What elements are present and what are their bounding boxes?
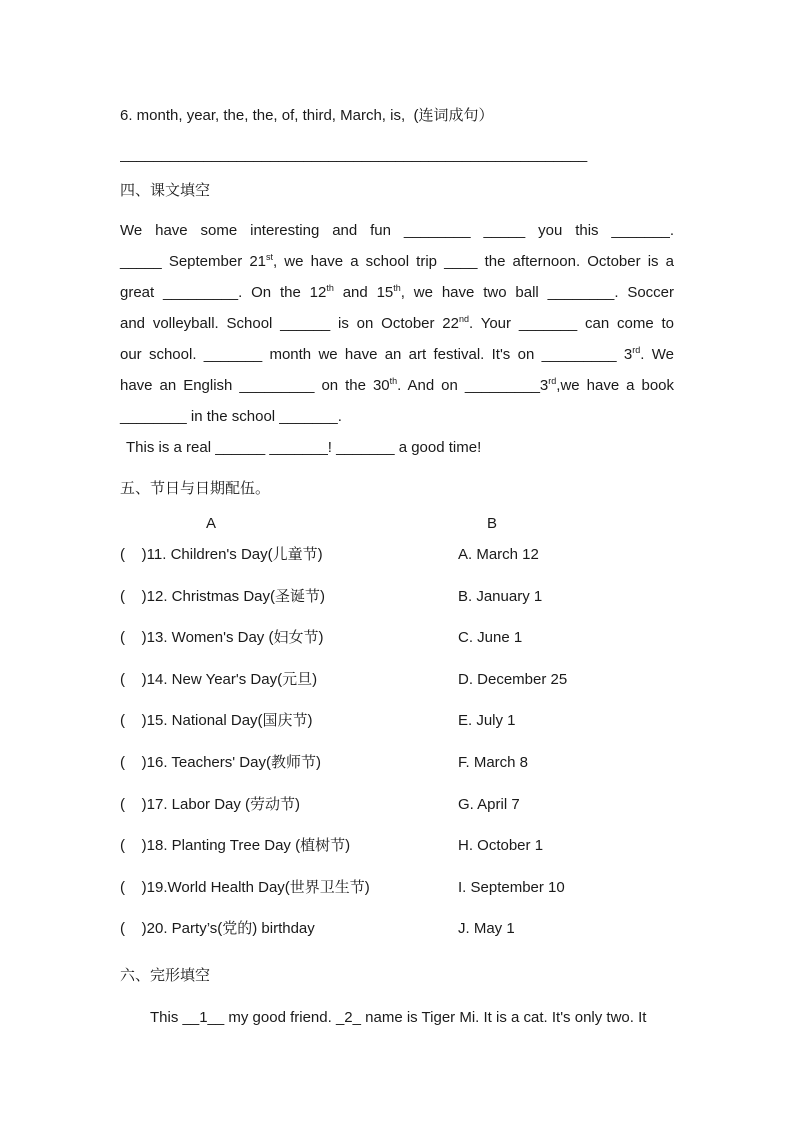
date-option: H. October 1 (458, 837, 544, 855)
matching-row (120, 669, 674, 711)
festival-item: ( )11. Children's Day(儿童节) (120, 546, 323, 563)
date-option: I. September 10 (458, 878, 565, 896)
matching-row (120, 627, 674, 669)
passage-line: great _________. On the 12th and 15th, we have two ball ________. Soccer (120, 283, 675, 301)
date-option: C. June 1 (458, 629, 523, 647)
cloze-first-line: This __1__ my good friend. _2_ name is Tiger Mi. It is a cat. It's only two. It (150, 1008, 647, 1026)
festival-item: ( )15. National Day(国庆节) (120, 712, 313, 730)
matching-row (120, 710, 674, 752)
passage-line: _____ September 21st, we have a school trip ____ the afternoon. October is a (120, 252, 674, 270)
passage-line: and volleyball. School ______ is on October 22nd. Your _______ can come to (120, 314, 675, 332)
date-option: A. March 12 (458, 546, 539, 563)
passage-line: This is a real ______ _______! _______ a good time! (126, 439, 482, 456)
festival-item: ( )19.World Health Day(世界卫生节) (120, 878, 370, 896)
festival-item: ( )20. Party’s(党的) birthday (120, 920, 315, 938)
matching-row (120, 794, 674, 836)
passage-line: our school. _______ month we have an art festival. It's on _________ 3rd. We (120, 345, 674, 363)
answer-blank-line: ________________________________________________________ (120, 146, 588, 163)
festival-item: ( )12. Christmas Day(圣诞节) (120, 587, 326, 605)
passage-line: have an English _________ on the 30th. And on _________3rd,we have a book (120, 376, 675, 394)
question-6-rearrange-words: 6. month, year, the, the, of, third, March, is, (连词成句） (120, 107, 494, 124)
matching-row (120, 877, 674, 919)
passage-line: ________ in the school _______. (120, 408, 342, 425)
date-option: G. April 7 (458, 795, 520, 813)
festival-item: ( )16. Teachers' Day(教师节) (120, 753, 321, 771)
column-b-label: B (487, 515, 498, 532)
matching-row (120, 918, 674, 960)
matching-row (120, 544, 674, 586)
festival-item: ( )18. Planting Tree Day (植树节) (120, 837, 351, 855)
matching-column-headers (120, 514, 674, 534)
passage-line: We have some interesting and fun ________ _____ you this _______. (120, 222, 674, 239)
date-option: E. July 1 (458, 712, 516, 730)
section-6-title: 六、完形填空 (120, 966, 211, 984)
matching-row (120, 586, 674, 628)
festival-item: ( )14. New Year's Day(元旦) (120, 670, 318, 688)
fill-in-blanks-passage (120, 215, 674, 463)
date-option: J. May 1 (458, 920, 515, 938)
date-option: D. December 25 (458, 670, 568, 688)
matching-row (120, 835, 674, 877)
section-5-title: 五、节日与日期配伍。 (120, 480, 271, 497)
date-option: B. January 1 (458, 587, 543, 605)
festival-item: ( )17. Labor Day (劳动节) (120, 795, 301, 813)
column-a-label: A (206, 515, 217, 532)
section-4-title: 四、课文填空 (120, 182, 211, 199)
matching-row (120, 752, 674, 794)
date-option: F. March 8 (458, 753, 529, 771)
matching-list (120, 544, 674, 960)
festival-item: ( )13. Women's Day (妇女节) (120, 629, 324, 647)
